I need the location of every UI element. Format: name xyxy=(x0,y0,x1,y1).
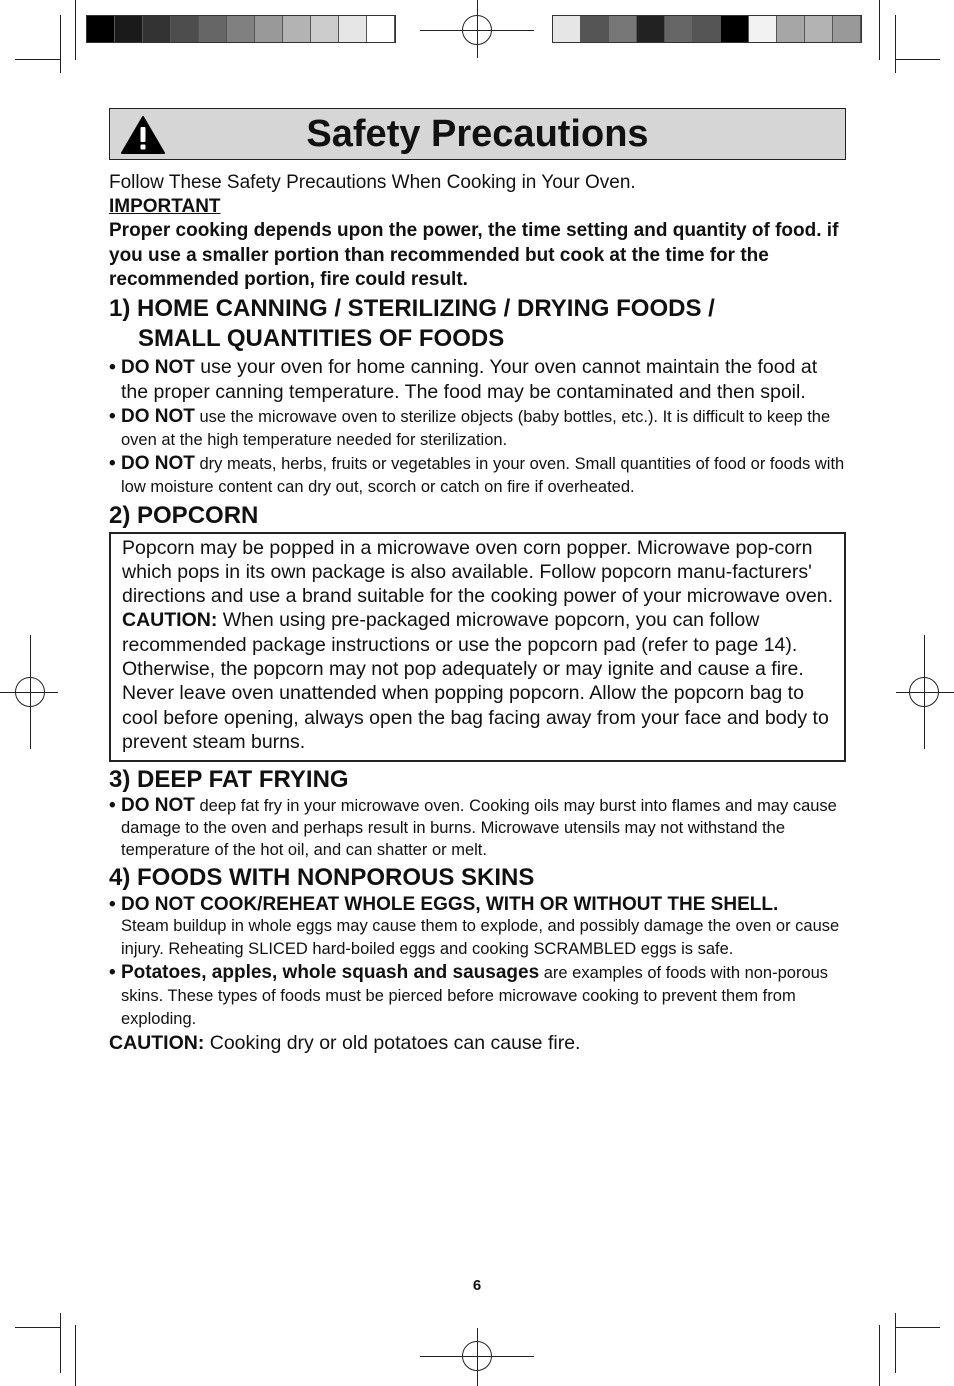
color-swatch xyxy=(283,16,311,42)
title-banner xyxy=(109,108,846,160)
section-heading-4: 4) FOODS WITH NONPOROUS SKINS xyxy=(109,864,535,892)
page-content xyxy=(109,108,846,1056)
list-item xyxy=(109,961,846,1031)
color-swatch xyxy=(665,16,693,42)
color-swatch xyxy=(255,16,283,42)
intro-text: Follow These Safety Precautions When Cooking in Your Oven. xyxy=(109,172,636,193)
caution-text: Cooking dry or old potatoes can cause fire. xyxy=(204,1032,581,1055)
color-swatch xyxy=(143,16,171,42)
final-caution xyxy=(109,1031,846,1056)
caution-label: CAUTION: xyxy=(122,609,218,632)
page-title: Safety Precautions xyxy=(306,113,649,155)
color-swatch xyxy=(693,16,721,42)
bullet-dot: • xyxy=(109,894,116,916)
color-swatch xyxy=(637,16,665,42)
popcorn-caution xyxy=(122,608,834,754)
color-bar-right xyxy=(552,15,862,43)
color-swatch xyxy=(227,16,255,42)
color-swatch xyxy=(777,16,805,42)
bullet-dot: • xyxy=(109,405,116,427)
bullet-lead: DO NOT xyxy=(121,356,195,378)
color-swatch xyxy=(171,16,199,42)
important-label: IMPORTANT xyxy=(109,196,221,217)
bullet-lead: DO NOT COOK/REHEAT WHOLE EGGS, WITH OR WITHOUT THE SHELL. xyxy=(121,894,779,916)
color-swatch xyxy=(87,16,115,42)
bullet-text: deep fat fry in your microwave oven. Cooking oils may burst into flames and may cause damage to the oven and perhaps result in burns. Microwave utensils may not withstand the temperature of the hot oil, and can shatter or melt. xyxy=(121,797,837,860)
bullet-lead: Potatoes, apples, whole squash and sausages xyxy=(121,962,540,984)
bullet-lead: DO NOT xyxy=(121,452,195,474)
color-swatch xyxy=(311,16,339,42)
color-swatch xyxy=(609,16,637,42)
caution-text: When using pre-packaged microwave popcorn, you can follow recommended package instructions or use the popcorn pad (refer to page 14). Otherwise, the popcorn may not pop adequately or may ignite and cause a fire. Never leave oven unattended when popping popcorn. Allow the popcorn bag to cool before opening, always open the bag facing away from your face and body to prevent steam burns. xyxy=(122,609,829,753)
bullet-text: use the microwave oven to sterilize objects (baby bottles, etc.). It is difficult to keep the oven at the high temperature needed for sterilization. xyxy=(121,407,831,449)
section-heading-1-line1: 1) HOME CANNING / STERILIZING / DRYING FOODS / xyxy=(109,294,715,322)
color-swatch xyxy=(339,16,367,42)
bullet-dot: • xyxy=(109,355,116,378)
color-swatch xyxy=(581,16,609,42)
popcorn-box xyxy=(109,532,846,763)
bullet-text: are examples of foods with non-porous skins. These types of foods must be pierced before microwave cooking to prevent them from exploding. xyxy=(121,964,829,1029)
color-bar-left xyxy=(86,15,396,43)
bullet-lead: DO NOT xyxy=(121,405,195,427)
color-swatch xyxy=(367,16,395,42)
popcorn-para: Popcorn may be popped in a microwave oven corn popper. Microwave pop-corn which pops in its own package is also available. Follow popcorn manu-facturers' directions and use a brand suitable for the cooking power of your microwave oven. xyxy=(122,536,834,608)
page-number: 6 xyxy=(472,1277,482,1294)
important-text: Proper cooking depends upon the power, the time setting and quantity of food. if you use a smaller portion than recommended but cook at the time for the recommended portion, fire could result. xyxy=(109,220,839,290)
bullet-text: use your oven for home canning. Your oven cannot maintain the food at the proper canning temperature. The food may be contaminated and then spoil. xyxy=(121,355,818,403)
list-item xyxy=(109,355,846,405)
color-swatch xyxy=(833,16,861,42)
color-swatch xyxy=(749,16,777,42)
bullet-text: Steam buildup in whole eggs may cause them to explode, and possibly damage the oven or cause injury. Reheating SLICED hard-boiled eggs and cooking SCRAMBLED eggs is safe. xyxy=(121,917,840,959)
color-swatch xyxy=(199,16,227,42)
color-swatch xyxy=(553,16,581,42)
section-heading-1 xyxy=(109,294,846,354)
list-item xyxy=(109,893,846,961)
color-swatch xyxy=(115,16,143,42)
bullet-dot: • xyxy=(109,795,116,817)
list-item xyxy=(109,795,846,861)
section-heading-1-line2: SMALL QUANTITIES OF FOODS xyxy=(138,324,505,352)
section-heading-3: 3) DEEP FAT FRYING xyxy=(109,766,349,794)
bullet-dot: • xyxy=(109,962,116,984)
list-item xyxy=(109,405,846,452)
color-swatch xyxy=(721,16,749,42)
bullet-text: dry meats, herbs, fruits or vegetables in your oven. Small quantities of food or foods with low moisture content can dry out, scorch or catch on fire if overheated. xyxy=(121,454,845,496)
caution-label: CAUTION: xyxy=(109,1032,205,1055)
bullet-dot: • xyxy=(109,452,116,474)
color-swatch xyxy=(805,16,833,42)
section-heading-2: 2) POPCORN xyxy=(109,501,259,529)
list-item xyxy=(109,452,846,499)
bullet-lead: DO NOT xyxy=(121,795,195,817)
